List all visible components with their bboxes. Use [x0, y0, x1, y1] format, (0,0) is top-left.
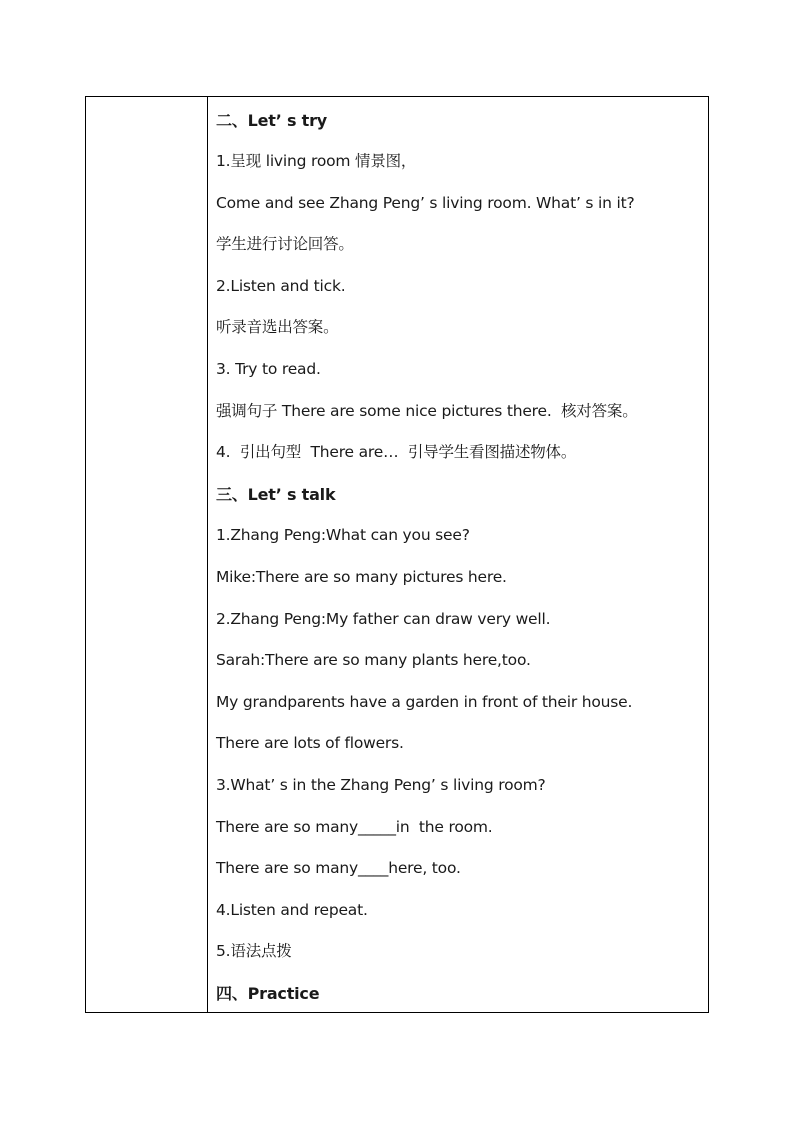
text-line: There are so many_____in the room. — [216, 818, 493, 836]
text-line: 强调句子 There are some nice pictures there. 核对答案。 — [216, 402, 638, 420]
text-line: 1.Zhang Peng:What can you see? — [216, 526, 470, 544]
table-content-cell — [208, 97, 708, 1012]
lesson-table — [85, 96, 709, 1013]
text-line: There are so many____here, too. — [216, 859, 461, 877]
text-line: 5.语法点拨 — [216, 942, 292, 960]
text-line: 4.Listen and repeat. — [216, 901, 368, 919]
text-line: 4. 引出句型 There are… 引导学生看图描述物体。 — [216, 443, 577, 461]
text-line: 3.What’ s in the Zhang Peng’ s living room? — [216, 776, 546, 794]
text-line: 3. Try to read. — [216, 360, 321, 378]
text-line: 1.呈现 living room 情景图， — [216, 152, 417, 170]
text-line: 学生进行讨论回答。 — [216, 235, 354, 253]
text-line: 2.Zhang Peng:My father can draw very well. — [216, 610, 551, 628]
table-left-cell — [86, 97, 208, 1012]
text-line: Mike:There are so many pictures here. — [216, 568, 507, 586]
section-heading-lets-try: 二、Let’ s try — [216, 111, 328, 130]
text-line: My grandparents have a garden in front of their house. — [216, 693, 633, 711]
text-line: 2.Listen and tick. — [216, 277, 346, 295]
text-line: Come and see Zhang Peng’ s living room. What’ s in it? — [216, 194, 635, 212]
text-line: Sarah:There are so many plants here,too. — [216, 651, 531, 669]
section-heading-practice: 四、Practice — [216, 984, 320, 1003]
text-line: 听录音选出答案。 — [216, 318, 339, 336]
section-heading-lets-talk: 三、Let’ s talk — [216, 485, 336, 504]
text-line: There are lots of flowers. — [216, 734, 404, 752]
